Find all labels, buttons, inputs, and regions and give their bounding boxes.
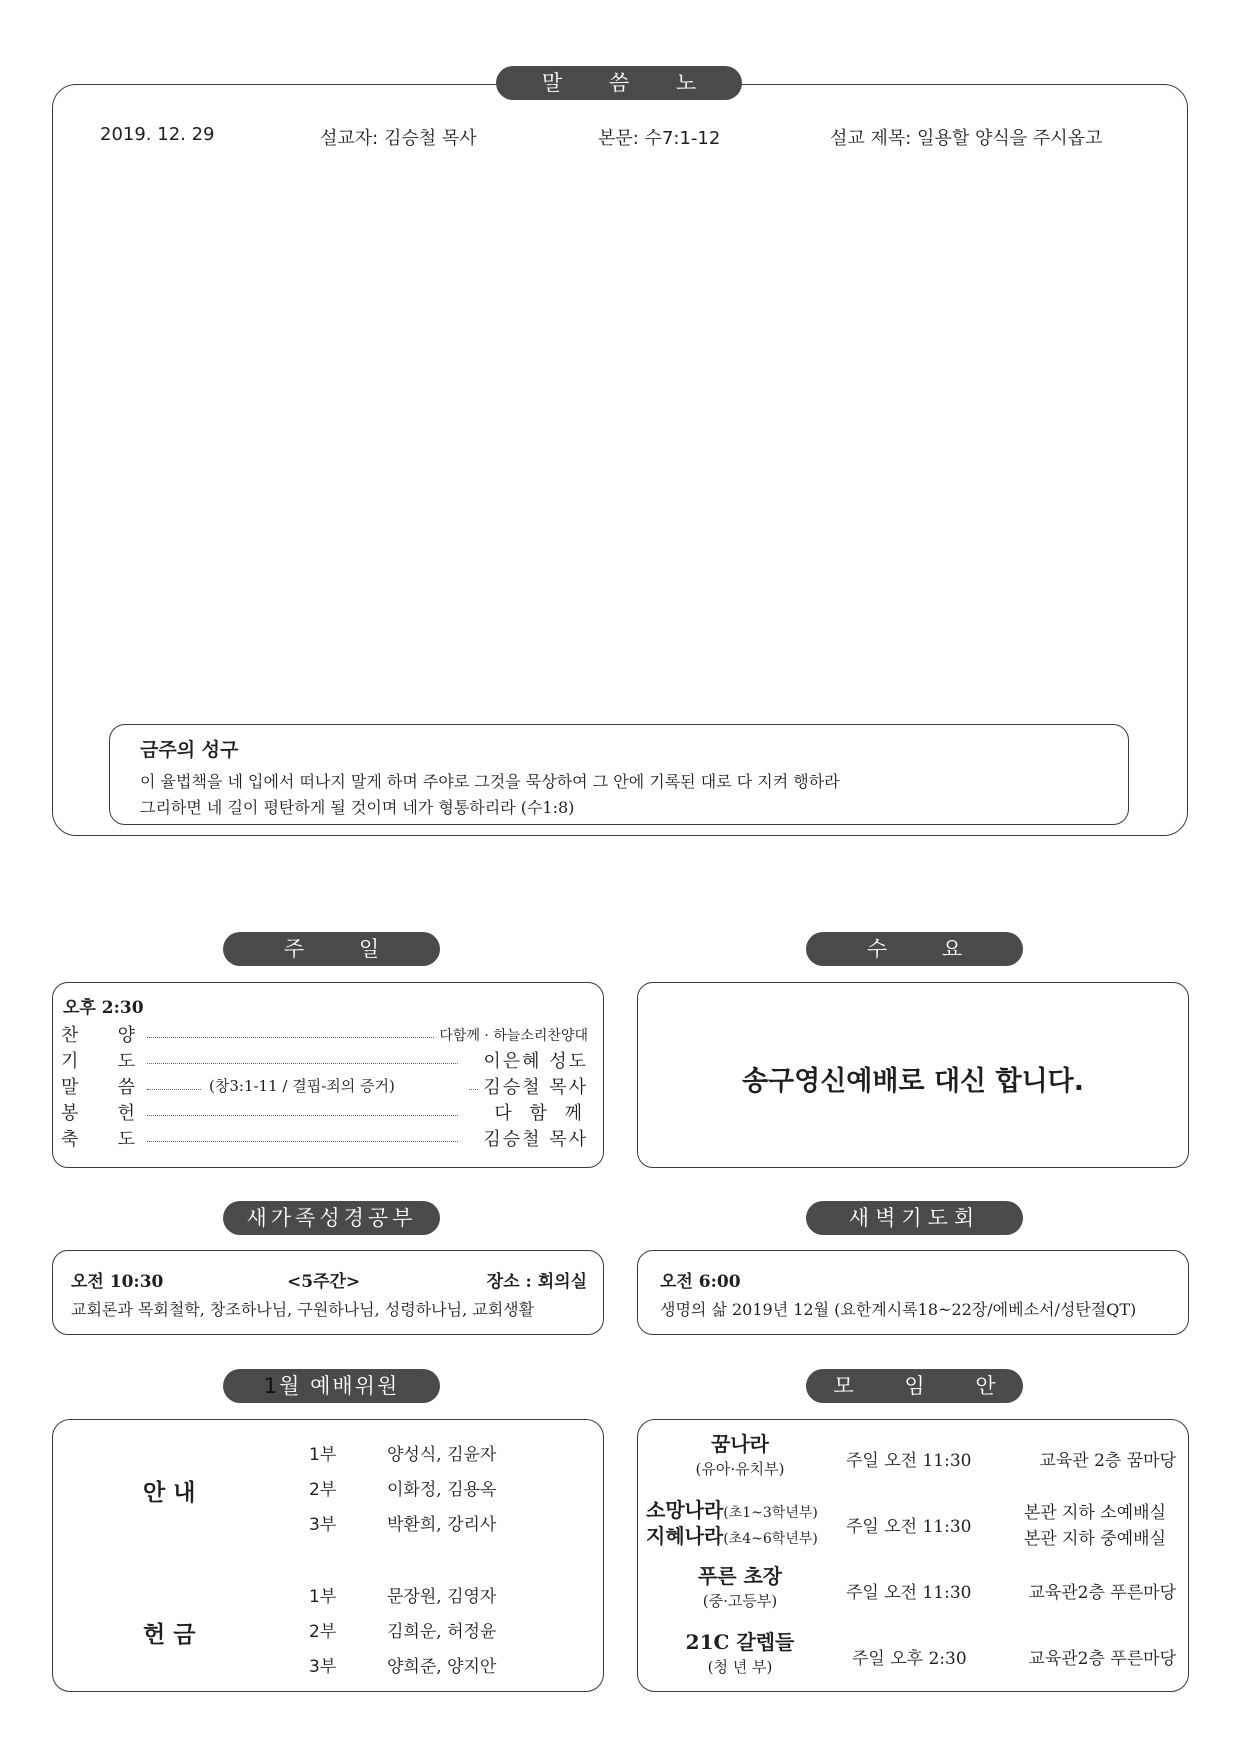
dawn-prayer-time: 오전 6:00 [660, 1272, 741, 1292]
sunday-worship-box [52, 982, 604, 1168]
committee-month: 1 [263, 1374, 280, 1398]
dotted-leader [147, 1141, 458, 1142]
order-label-char: 축 [61, 1129, 79, 1150]
gathering-time: 주일 오전 11:30 [846, 1583, 972, 1603]
dotted-leader [147, 1063, 458, 1064]
sermon-title: 설교 제목: 일용할 양식을 주시옵고 [830, 128, 1103, 149]
order-label-char: 봉 [61, 1103, 79, 1124]
gathering-sub: (초4~6학년부) [723, 1531, 818, 1547]
gatherings-title: 모 임 안 [806, 1369, 1023, 1403]
committee-part: 2부 [309, 1480, 337, 1500]
committee-names: 문장원, 김영자 [387, 1587, 497, 1607]
committee-group-usher: 안 내 [143, 1479, 196, 1506]
gathering-name-text: 지혜나라 [646, 1524, 724, 1548]
january-committee-title [223, 1369, 440, 1403]
order-label-char: 헌 [117, 1103, 135, 1124]
gathering-name: 꿈나라 [711, 1432, 769, 1456]
order-value-benediction: 김승철 목사 [479, 1125, 588, 1151]
order-label-char: 찬 [61, 1025, 79, 1046]
gathering-place: 본관 지하 중예배실 [1023, 1529, 1166, 1549]
committee-names: 김희운, 허정윤 [387, 1622, 497, 1642]
order-label-char: 양 [117, 1025, 135, 1046]
gathering-place: 교육관 2층 꿈마당 [1039, 1451, 1176, 1471]
sermon-date: 2019. 12. 29 [100, 124, 215, 145]
verse-line-2: 그리하면 네 길이 평탄하게 될 것이며 네가 형통하리라 (수1:8) [140, 798, 575, 817]
dotted-leader [147, 1115, 458, 1116]
dotted-leader [469, 1089, 478, 1090]
gathering-name: 21C 갈렙들 [685, 1630, 795, 1654]
committee-part: 1부 [309, 1587, 337, 1607]
gathering-name: 푸른 초장 [697, 1564, 783, 1588]
gatherings-box [637, 1419, 1189, 1692]
gathering-name-text: 소망나라 [646, 1498, 724, 1522]
verse-heading: 금주의 성구 [140, 739, 239, 761]
gathering-sub: (청 년 부) [707, 1658, 773, 1676]
sermon-note-title: 말 씀 노 트 [496, 66, 742, 100]
order-row-hymn [61, 1021, 588, 1047]
order-label-char: 도 [117, 1051, 135, 1072]
wednesday-worship-title: 수 요 [806, 932, 1023, 966]
gathering-place: 교육관2층 푸른마당 [1028, 1583, 1176, 1603]
committee-names: 박환희, 강리사 [387, 1515, 497, 1535]
committee-part: 3부 [309, 1657, 337, 1677]
order-row-benediction [61, 1125, 588, 1151]
order-row-prayer [61, 1047, 588, 1073]
sunday-worship-title: 주 일 [223, 932, 440, 966]
order-label-char: 도 [117, 1129, 135, 1150]
committee-names: 양성식, 김윤자 [387, 1445, 497, 1465]
order-value-sermon: 김승철 목사 [479, 1073, 588, 1099]
gathering-sub: (초1~3학년부) [723, 1505, 818, 1521]
gathering-time: 주일 오후 2:30 [852, 1649, 967, 1669]
order-label-char: 씀 [117, 1077, 135, 1098]
verse-of-week-box [109, 724, 1129, 825]
january-committee-box [52, 1419, 604, 1692]
dawn-prayer-title: 새벽기도회 [806, 1201, 1023, 1235]
bible-study-weeks: <5주간> [287, 1272, 361, 1292]
family-bible-study-box [52, 1250, 604, 1335]
dotted-leader [147, 1037, 458, 1038]
gathering-name [646, 1494, 818, 1523]
order-value-offering: 다 함 께 [490, 1099, 588, 1125]
committee-title-rest: 월 예배위원 [279, 1374, 400, 1398]
gathering-sub: (중·고등부) [702, 1592, 778, 1610]
sermon-scripture: 본문: 수7:1-12 [598, 128, 721, 149]
wednesday-worship-text: 송구영신예배로 대신 합니다. [741, 1066, 1085, 1097]
committee-names: 양희준, 양지안 [387, 1657, 497, 1677]
order-value-hymn: 다함께 · 하늘소리찬양대 [435, 1025, 588, 1045]
committee-part: 1부 [309, 1445, 337, 1465]
order-text-sermon: (창3:1-11 / 결핍-죄의 증거) [205, 1075, 399, 1096]
bible-study-topics: 교회론과 목회철학, 창조하나님, 구원하나님, 성령하나님, 교회생활 [71, 1300, 535, 1319]
sermon-preacher: 설교자: 김승철 목사 [320, 128, 477, 149]
gathering-place: 본관 지하 소예배실 [1023, 1503, 1166, 1523]
gathering-time: 주일 오전 11:30 [846, 1517, 972, 1537]
dawn-prayer-box [637, 1250, 1189, 1335]
order-label-char: 기 [61, 1051, 79, 1072]
committee-group-offering: 헌 금 [143, 1621, 196, 1648]
gathering-sub: (유아·유치부) [695, 1460, 785, 1478]
dotted-leader [147, 1089, 201, 1090]
gathering-name [646, 1520, 818, 1549]
order-label-char: 말 [61, 1077, 79, 1098]
bible-study-place: 장소 : 회의실 [486, 1272, 587, 1292]
gathering-place: 교육관2층 푸른마당 [1028, 1649, 1176, 1669]
wednesday-worship-box [637, 982, 1189, 1168]
sunday-worship-time: 오후 2:30 [63, 998, 144, 1018]
gathering-time: 주일 오전 11:30 [846, 1451, 972, 1471]
committee-part: 3부 [309, 1515, 337, 1535]
verse-line-1: 이 율법책을 네 입에서 떠나지 말게 하며 주야로 그것을 묵상하여 그 안에 기록된 대로 다 지켜 행하라 [140, 772, 840, 791]
committee-names: 이화정, 김용옥 [387, 1480, 497, 1500]
order-value-prayer: 이은혜 성도 [479, 1047, 588, 1073]
order-row-sermon [61, 1073, 588, 1099]
dawn-prayer-description: 생명의 삶 2019년 12월 (요한계시록18~22장/에베소서/성탄절QT) [660, 1300, 1137, 1319]
order-row-offering [61, 1099, 588, 1125]
committee-part: 2부 [309, 1622, 337, 1642]
bible-study-time: 오전 10:30 [71, 1272, 164, 1292]
family-bible-study-title: 새가족성경공부 [223, 1201, 440, 1235]
